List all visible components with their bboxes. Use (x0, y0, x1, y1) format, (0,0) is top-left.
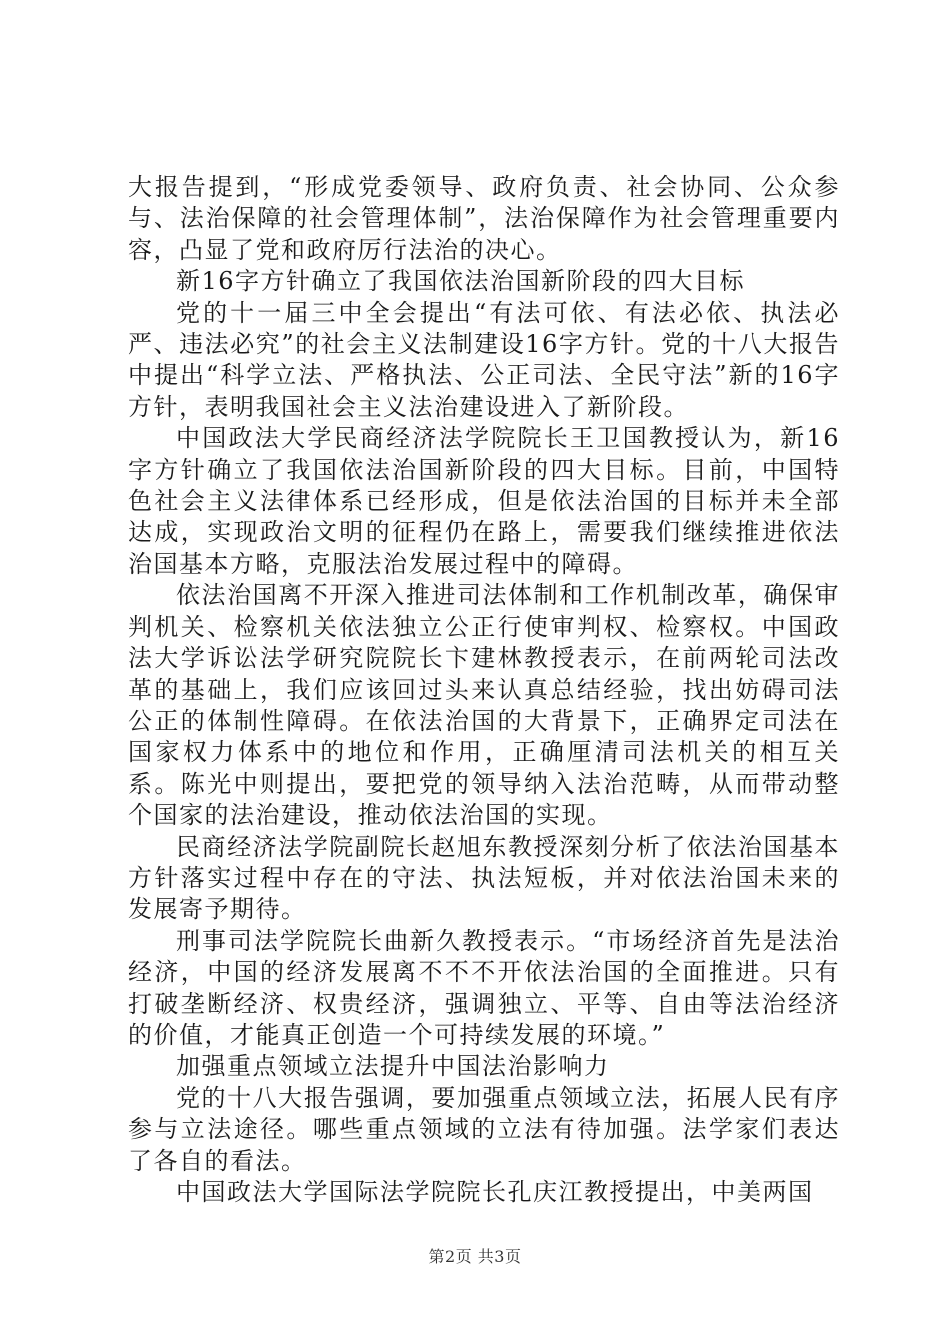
paragraph-continuation: 大报告提到，“形成党委领导、政府负责、社会协同、公众参与、法治保障的社会管理体制”，法治保障作为社会管理重要内容，凸显了党和政府厉行法治的决心。 (128, 173, 840, 264)
paragraph: 中国政法大学国际法学院院长孔庆江教授提出，中美两国 (176, 1178, 814, 1206)
paragraph: 党的十八大报告强调，要加强重点领域立法，拓展人民有序参与立法途径。哪些重点领域的立法有待加强。法学家们表达了各自的看法。 (128, 1083, 840, 1175)
page-number-footer: 第2页 共3页 (428, 1247, 522, 1266)
paragraph: 依法治国离不开深入推进司法体制和工作机制改革，确保审判机关、检察机关依法独立公正行使审判权、检察权。中国政法大学诉讼法学研究院院长卞建林教授表示，在前两轮司法改革的基础上，我们应该回过头来认真总结经验，找出妨碍司法公正的体制性障碍。在依法治国的大背景下，正确界定司法在国家权力体系中的地位和作用，正确厘清司法机关的相互关系。陈光中则提出，要把党的领导纳入法治范畴，从而带动整个国家的法治建设，推动依法治国的实现。 (128, 581, 840, 830)
paragraph: 党的十一届三中全会提出“有法可依、有法必依、执法必严、违法必究”的社会主义法制建设16字方针。党的十八大报告中提出“科学立法、严格执法、公正司法、全民守法”新的16字方针，表明我国社会主义法治建设进入了新阶段。 (128, 298, 840, 421)
paragraph: 中国政法大学民商经济法学院院长王卫国教授认为，新16字方针确立了我国依法治国新阶段的四大目标。目前，中国特色社会主义法律体系已经形成，但是依法治国的目标并未全部达成，实现政治文明的征程仍在路上，需要我们继续推进依法治国基本方略，克服法治发展过程中的障碍。 (128, 424, 840, 578)
section-heading-key-legislation: 加强重点领域立法提升中国法治影响力 (176, 1052, 610, 1081)
document-body (128, 172, 840, 1208)
paragraph: 刑事司法学院院长曲新久教授表示。“市场经济首先是法治经济，中国的经济发展离不不不开依法治国的全面推进。只有打破垄断经济、权贵经济，强调独立、平等、自由等法治经济的价值，才能真正创造一个可持续发展的环境。” (128, 926, 840, 1049)
paragraph: 民商经济法学院副院长赵旭东教授深刻分析了依法治国基本方针落实过程中存在的守法、执法短板，并对依法治国未来的发展寄予期待。 (128, 832, 840, 924)
section-heading-16-char-policy: 新16字方针确立了我国依法治国新阶段的四大目标 (176, 267, 746, 296)
